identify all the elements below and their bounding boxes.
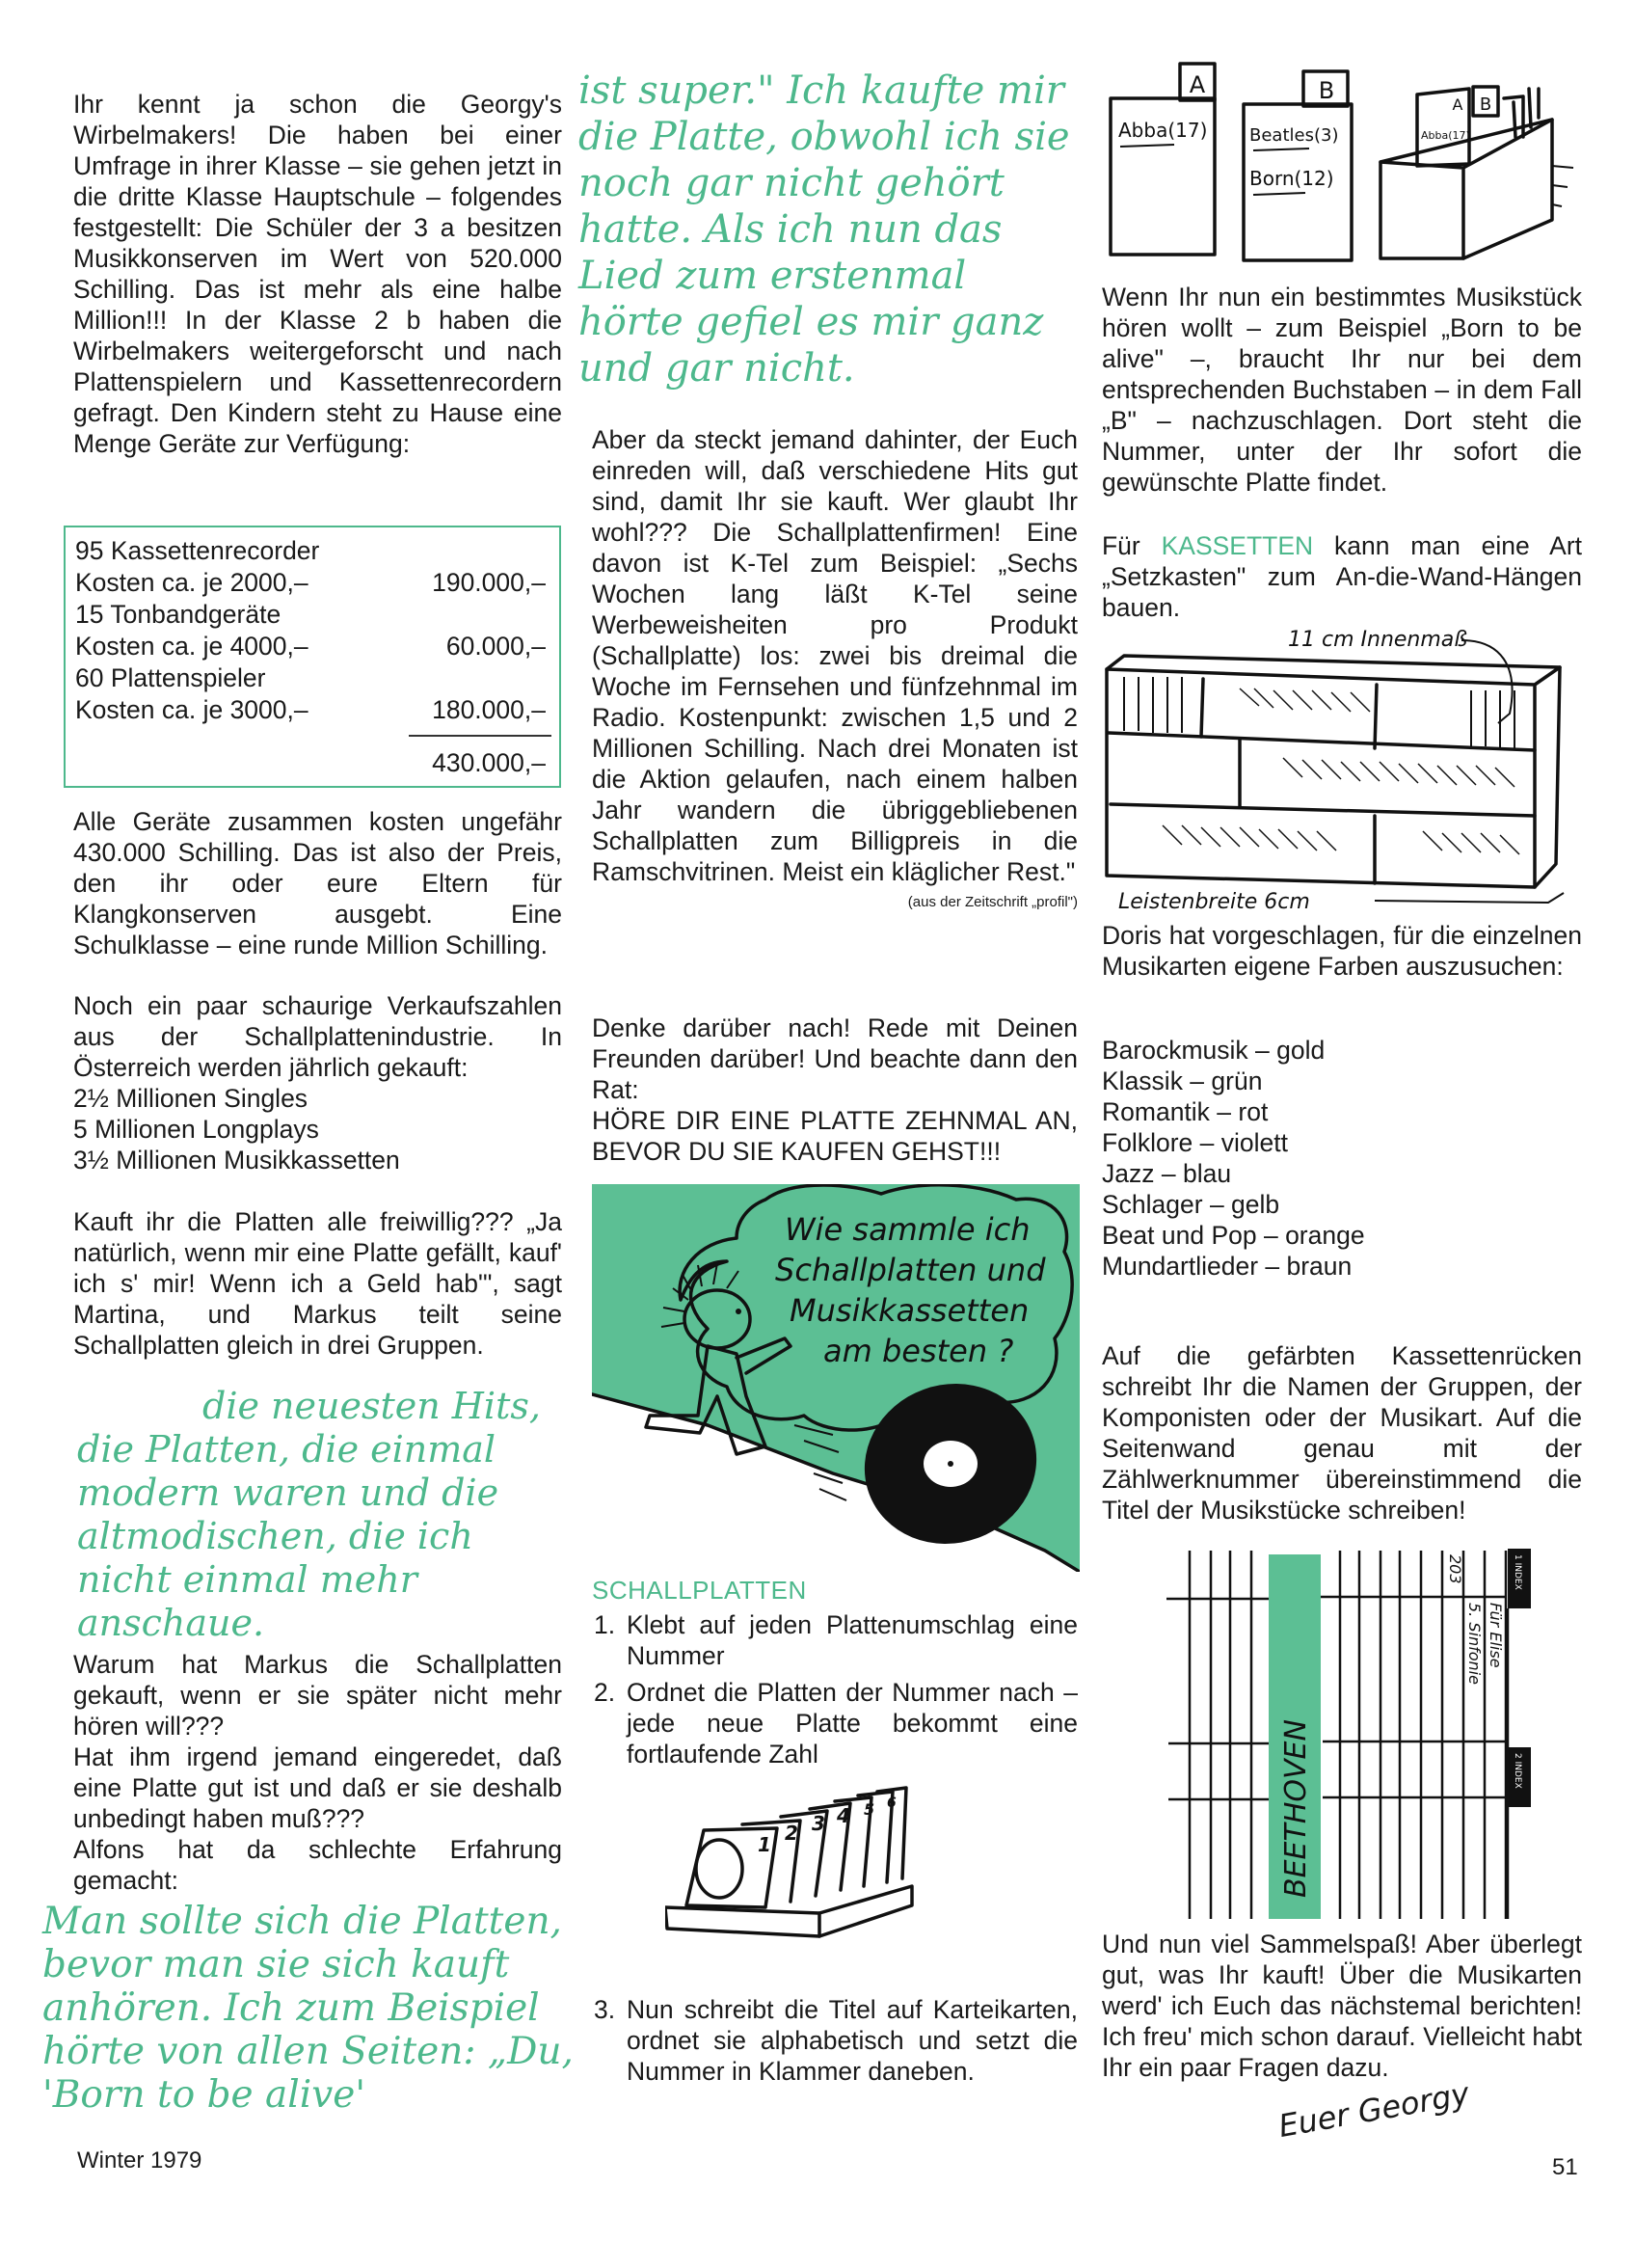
cassette-spines <box>1124 677 1514 748</box>
cost-amount: 190.000,– <box>432 568 546 597</box>
cost-row <box>66 535 559 567</box>
record-number: 4 <box>837 1804 850 1827</box>
voluntary-paragraph <box>73 1206 562 1361</box>
illustration-panel <box>592 1184 1080 1572</box>
cost-item: 95 Kassettenrecorder <box>75 536 320 565</box>
doris-paragraph <box>1102 920 1582 982</box>
cost-detail: Kosten ca. je 3000,– <box>75 695 308 724</box>
handwritten-note-alfons <box>42 1900 582 2117</box>
cost-row <box>66 631 559 662</box>
genre-item: Romantik – rot <box>1102 1097 1269 1126</box>
cost-detail: Kosten ca. je 4000,– <box>75 632 308 661</box>
handwriting-text: Man sollte sich die Platten, bevor man sie sich kauft anhören. Ich zum Beispiel hörte von allen Seiten: „Du, 'Born to be alive' <box>42 1900 574 2117</box>
spines-paragraph <box>1102 1340 1582 1526</box>
kassetten-post: kann man eine Art „Setzkasten" zum An-die-Wand-Hängen bauen. <box>1102 531 1583 622</box>
card-entry: Beatles(3) <box>1249 125 1339 146</box>
bubble-line: Wie sammle ich <box>785 1211 1031 1248</box>
cassette-shelf-illustration <box>1095 627 1596 916</box>
step-text: Klebt auf jeden Plattenumschlag eine Nummer <box>627 1610 1078 1670</box>
ktel-paragraph <box>592 424 1078 912</box>
handwritten-note-continued <box>578 68 1080 392</box>
kassetten-text <box>1102 530 1582 623</box>
sales-intro: Noch ein paar schaurige Verkaufszahlen aus der Schallplattenindustrie. In Österreich werden jährlich gekauft: <box>73 991 562 1082</box>
advice-text: Denke darüber nach! Rede mit Deinen Freunden darüber! Und beachte dann den Rat: <box>592 1013 1078 1104</box>
spines-text: Auf die gefärbten Kassettenrücken schreibt Ihr die Namen der Gruppen, der Komponisten oder der Musikart. Auf die Seitenwand genau mit der Zählwerknummer übereinstimmend die Titel der Musikstücke schreiben! <box>1102 1341 1582 1525</box>
sales-item: 2½ Millionen Singles <box>73 1084 308 1113</box>
card-tab-letter: B <box>1318 77 1335 104</box>
shelf-hatching <box>1163 688 1519 854</box>
question: Hat ihm irgend jemand eingeredet, daß eine Platte gut ist und daß er sie deshalb unbedingt haben muß??? <box>73 1742 562 1833</box>
steps-list-b <box>594 1994 1078 2087</box>
step-number: 1. <box>594 1610 616 1639</box>
cassette-label-illustration <box>1147 1541 1542 1919</box>
cost-amount: 180.000,– <box>432 695 546 724</box>
kassetten-highlight: KASSETTEN <box>1161 531 1314 560</box>
shelf-label-bar-width: Leistenbreite 6cm <box>1118 890 1310 914</box>
advice-paragraph <box>592 1012 1078 1167</box>
step-item <box>594 1609 1078 1671</box>
step-item <box>594 1994 1078 2087</box>
track-title: Für Elise <box>1487 1603 1505 1668</box>
cost-amount: 60.000,– <box>445 632 546 661</box>
sales-paragraph <box>73 990 562 1175</box>
handwriting-text: die neuesten Hits, die Platten, die einmal modern waren und die altmodischen, die ich nicht einmal mehr anschaue. <box>77 1385 541 1644</box>
question: Alfons hat da schlechte Erfahrung gemacht: <box>73 1835 562 1895</box>
cost-row <box>66 662 559 694</box>
page-number: 51 <box>1552 2154 1578 2180</box>
genre-item: Beat und Pop – orange <box>1102 1221 1365 1250</box>
step-number: 3. <box>594 1995 616 2024</box>
handwritten-note-groups <box>77 1385 569 1645</box>
ktel-text: Aber da steckt jemand dahinter, der Euch einreden will, daß verschiedene Hits gut sind, damit Ihr sie kauft. Wer glaubt Ihr wohl??? Die Schallplattenfirmen! Eine davon ist K-Tel zum Beispiel: „Sechs Wochen lang läßt K-Tel seine Werbeweisheiten pro Produkt (Schallplatte) los: zwei bis dreimal die Woche im Fernsehen und fünfzehnmal im Radio. Kostenpunkt: zwischen 1,5 und 2 Millionen Schilling. Nach drei Monaten ist die Aktion gelaufen, nach einem halben Jahr wandern die übriggebliebenen Schallplatten zum Billigpreis in die Ramschvitrinen. Meist ein kläglicher Rest." <box>592 425 1078 886</box>
lookup-text: Wenn Ihr nun ein bestimmtes Musikstück hören wollt – zum Beispiel „Born to be alive" –, braucht Ihr nur bei dem entsprechenden Buchstaben – in dem Fall „B" – nachzuschlagen. Dort steht die Nummer, unter der Ihr sofort die gewünschte Platte findet. <box>1102 283 1582 497</box>
lookup-paragraph <box>1102 282 1582 498</box>
index-tag-text: 2 INDEX <box>1513 1753 1522 1789</box>
cost-row <box>66 567 559 599</box>
handwriting-text: ist super." Ich kaufte mir die Platte, obwohl ich sie noch gar nicht gehört hatte. Als ich nun das Lied zum erstenmal hörte gefiel es mir ganz und gar nicht. <box>578 68 1070 391</box>
genre-item: Klassik – grün <box>1102 1066 1263 1095</box>
genre-item: Mundartlieder – braun <box>1102 1252 1353 1281</box>
card-entry: Abba(17) <box>1118 119 1208 142</box>
sales-item: 5 Millionen Longplays <box>73 1115 319 1144</box>
footer-issue: Winter 1979 <box>77 2147 202 2174</box>
doris-text: Doris hat vorgeschlagen, für die einzelnen Musikarten eigene Farben auszusuchen: <box>1102 921 1582 981</box>
spine-label-beethoven: BEETHOVEN <box>1279 1719 1313 1898</box>
kassetten-pre: Für <box>1102 531 1162 560</box>
track-title: 5. Sinfonie <box>1465 1603 1484 1685</box>
genre-color-list <box>1102 1035 1582 1282</box>
step-number: 2. <box>594 1678 616 1707</box>
index-tag-text: 1 INDEX <box>1513 1554 1522 1590</box>
cost-row <box>66 694 559 726</box>
step-text: Nun schreibt die Titel auf Karteikarten, ordnet sie alphabetisch und setzt die Nummer in Klammer daneben. <box>627 1995 1078 2086</box>
cost-row <box>66 599 559 631</box>
box-card-entry: Abba(17) <box>1421 129 1470 142</box>
closing-text: Und nun viel Sammelspaß! Aber überlegt gut, was Ihr kauft! Über die Musikarten werd' ich Euch das nächstemal berichten! Ich freu' mich schon darauf. Vielleicht habt Ihr ein paar Fragen dazu. <box>1102 1930 1582 2082</box>
question: Warum hat Markus die Schallplatten gekauft, wenn er sie später nicht mehr hören will??? <box>73 1650 562 1741</box>
record-number: 1 <box>758 1833 771 1856</box>
kassetten-paragraph <box>1102 530 1582 623</box>
bubble-line: Schallplatten und <box>775 1252 1046 1288</box>
cost-detail: Kosten ca. je 2000,– <box>75 568 308 597</box>
cost-table <box>64 526 561 788</box>
card-tab-letter: A <box>1189 71 1206 98</box>
signature-georgy: Euer Georgy <box>1275 2074 1472 2145</box>
bubble-line: am besten ? <box>823 1333 1014 1369</box>
card-box <box>1380 87 1573 258</box>
questions-paragraph <box>73 1649 562 1896</box>
source-citation: (aus der Zeitschrift „profil") <box>907 894 1078 910</box>
genre-item: Barockmusik – gold <box>1102 1036 1326 1065</box>
box-card-tab: A <box>1452 95 1463 114</box>
advice-caps: HÖRE DIR EINE PLATTE ZEHNMAL AN, BEVOR DU SIE KAUFEN GEHST!!! <box>592 1106 1078 1166</box>
after-table-text: Alle Geräte zusammen kosten ungefähr 430.000 Schilling. Das ist also der Preis, den ihr oder eure Eltern für Klangkonserven ausgebt. Eine Schulklasse – eine runde Million Schilling. <box>73 807 562 959</box>
genre-item: Jazz – blau <box>1102 1159 1232 1188</box>
record-box-illustration <box>665 1782 1032 1951</box>
index-card-a <box>1111 64 1215 255</box>
sum-divider <box>409 735 551 737</box>
cost-item: 60 Plattenspieler <box>75 663 266 692</box>
step-item <box>594 1677 1078 1769</box>
step-text: Ordnet die Platten der Nummer nach – jede neue Platte bekommt eine fortlaufende Zahl <box>627 1678 1078 1768</box>
shelf-label-inner-size: 11 cm Innenmaß <box>1288 628 1468 652</box>
intro-text: Ihr kennt ja schon die Georgy's Wirbelmakers! Die haben bei einer Umfrage in ihrer Klasse – sie gehen jetzt in die dritte Klasse Hauptschule – folgendes festgestellt: Die Schüler der 3 a besitzen Musikkonserven im Wert von 520.000 Schilling. Das ist mehr als eine halbe Million!!! In der Klasse 2 b haben die Wirbelmakers weitergeforscht und nach Plattenspielern und Kassettenrecordern gefragt. Den Kindern steht zu Hause eine Menge Geräte zur Verfügung: <box>73 90 562 458</box>
sales-item: 3½ Millionen Musikkassetten <box>73 1146 400 1174</box>
counter-number: 203 <box>1446 1554 1464 1584</box>
record-number: 6 <box>887 1796 897 1811</box>
index-card-b <box>1244 71 1352 260</box>
index-cards-illustration <box>1099 60 1600 262</box>
bubble-line: Musikkassetten <box>790 1292 1030 1329</box>
genre-item: Folklore – violett <box>1102 1128 1288 1157</box>
record-number: 2 <box>785 1822 798 1845</box>
cost-total: 430.000,– <box>432 748 546 777</box>
card-entry: Born(12) <box>1249 167 1334 190</box>
record-number: 3 <box>812 1812 825 1835</box>
section-title-schallplatten: SCHALLPLATTEN <box>592 1576 807 1605</box>
voluntary-text: Kauft ihr die Platten alle freiwillig??? „Ja natürlich, wenn mir eine Platte gefällt, kauf' ich s' mir! Wenn ich a Geld hab'", sagt Martina, und Markus teilt seine Schallplatten gleich in drei Gruppen. <box>73 1207 562 1360</box>
genre-item: Schlager – gelb <box>1102 1190 1280 1219</box>
record-number: 5 <box>864 1800 875 1819</box>
closing-paragraph <box>1102 1929 1582 2083</box>
intro-paragraph <box>73 89 562 459</box>
steps-list-a <box>594 1609 1078 1769</box>
cost-item: 15 Tonbandgeräte <box>75 600 281 629</box>
after-table-paragraph <box>73 806 562 960</box>
box-card-tab: B <box>1479 94 1492 115</box>
